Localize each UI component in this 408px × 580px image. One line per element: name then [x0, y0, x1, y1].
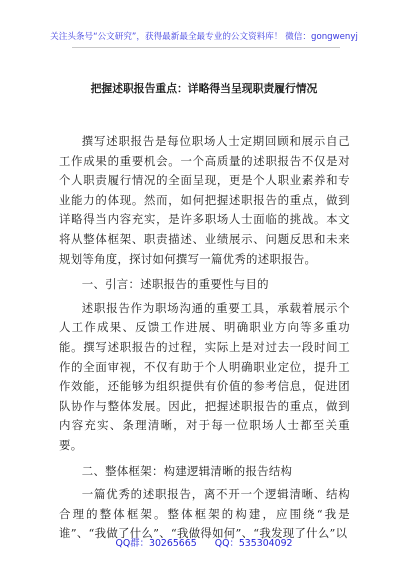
document-title: 把握述职报告重点：详略得当呈现职责履行情况	[90, 82, 318, 95]
intro-paragraph: 撰写述职报告是每位职场人士定期回顾和展示自己工作成果的重要机会。一个高质量的述职报告不仅是对个人职责履行情况的全面呈现，更是个人职业素养和专业能力的体现。然而，如何把握述职报告的重点，做到详略得当内容充实，是许多职场人士面临的挑战。本文将从整体框架、职责描述、业绩展示、问题反思和未来规划等角度，探讨如何撰写一篇优秀的述职报告。	[59, 134, 350, 266]
header-divider	[72, 47, 340, 48]
footer-qq-group[interactable]: QQ群：30265665	[115, 538, 197, 549]
document-body	[59, 132, 350, 544]
header-notice[interactable]: 关注头条号“公文研究”，获得最新最全最专业的公文资料库！ 微信：gongwenyj	[50, 32, 358, 42]
section-heading-2: 二、整体框架：构建逻辑清晰的报告结构	[81, 463, 293, 478]
section-heading-1: 一、引言：述职报告的重要性与目的	[81, 277, 269, 292]
footer-qq[interactable]: QQ：535304092	[214, 538, 293, 549]
section-paragraph-1: 述职报告作为职场沟通的重要工具，承载着展示个人工作成果、反馈工作进展、明确职业方向等多重功能。撰写述职报告的过程，实际上是对过去一段时间工作的全面审视，不仅有助于个人明确职业定位，提升工作效能，还能够为组织提供有价值的参考信息，促进团队协作与整体发展。因此，把握述职报告的重点，做到内容充实、条理清晰，对于每一位职场人士都至关重要。	[59, 300, 350, 452]
footer-contact	[0, 535, 408, 549]
section-paragraph-2: 一篇优秀的述职报告，离不开一个逻辑清晰、结构合理的整体框架。整体框架的构建，应围绕“我是谁”、“我做了什么”、“我做得如何”、“我发现了什么”以	[59, 487, 350, 541]
